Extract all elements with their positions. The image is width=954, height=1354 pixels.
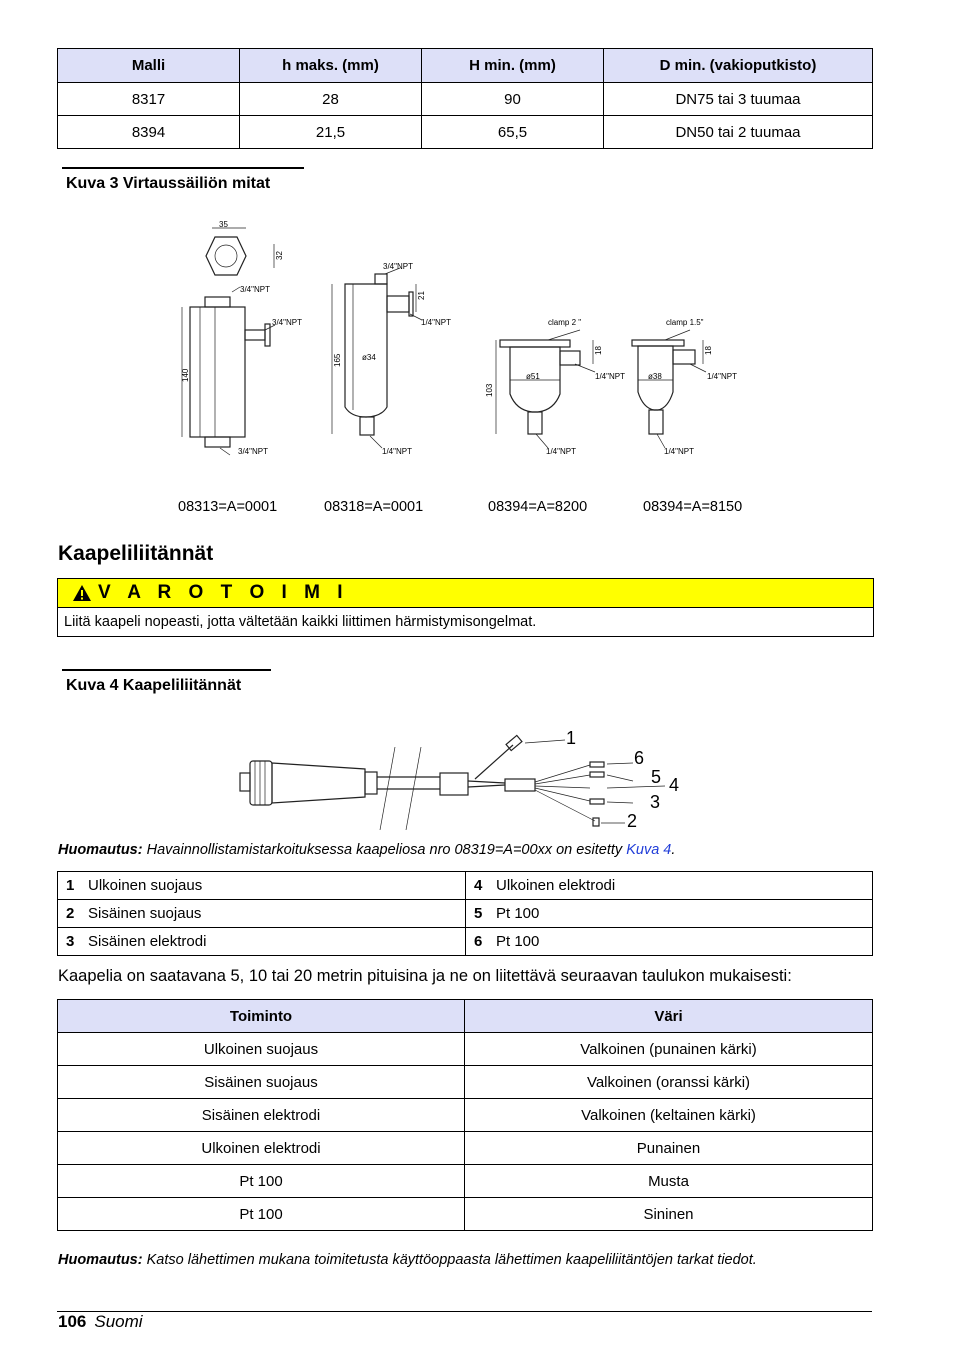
dim-label: 1/4"NPT — [595, 372, 625, 381]
dim-label: 1/4"NPT — [664, 447, 694, 456]
dim-label: ø38 — [648, 372, 662, 381]
part-code: 08394=A=8200 — [488, 499, 588, 515]
dim-label: 1/4"NPT — [382, 447, 412, 456]
table-row — [58, 1198, 873, 1231]
part-code: 08394=A=8150 — [643, 499, 743, 515]
table-row — [58, 1066, 873, 1099]
caution-box — [57, 578, 874, 637]
table-row — [58, 928, 873, 956]
dim-label: 1/4"NPT — [707, 372, 737, 381]
table-cell: 8394 — [58, 116, 240, 149]
col-header: Malli — [58, 49, 240, 83]
table-cell: Pt 100 — [58, 1198, 465, 1231]
legend-cell: 2 Sisäinen suojaus — [58, 900, 466, 928]
figure-link[interactable]: Kuva 4 — [626, 842, 672, 858]
dim-label: 140 — [181, 368, 190, 382]
callout-number: 4 — [669, 775, 680, 795]
note-label: Huomautus: — [58, 1252, 143, 1268]
warning-icon — [72, 584, 92, 602]
color-table — [57, 999, 873, 1231]
callout-number: 6 — [634, 748, 645, 768]
table-cell: Ulkoinen suojaus — [58, 1033, 465, 1066]
dimension-table — [57, 48, 873, 149]
flow-cell-08394-a8150 — [632, 330, 706, 448]
dim-label: ø34 — [362, 353, 376, 362]
table-cell: Valkoinen (keltainen kärki) — [465, 1099, 873, 1132]
legend-cell: 4 Ulkoinen elektrodi — [466, 872, 873, 900]
col-header: Toiminto — [58, 1000, 465, 1033]
table-cell: 21,5 — [240, 116, 422, 149]
dim-label: 3/4"NPT — [383, 262, 413, 271]
note-label: Huomautus: — [58, 842, 143, 858]
table-cell: Pt 100 — [58, 1165, 465, 1198]
flow-cell-08318 — [332, 268, 422, 448]
callout-number: 1 — [566, 728, 577, 748]
cable-drawing — [235, 725, 695, 835]
table-cell: Sisäinen suojaus — [58, 1066, 465, 1099]
table-cell: 90 — [422, 83, 604, 116]
caution-label: V A R O T O I M I — [98, 582, 349, 603]
dim-label: 3/4"NPT — [272, 318, 302, 327]
footer-rule — [57, 1311, 872, 1312]
table-cell: DN50 tai 2 tuumaa — [604, 116, 873, 149]
note-text: Havainnollistamistarkoituksessa kaapeliosa nro 08319=A=00xx on esitetty — [146, 842, 623, 858]
table-row — [58, 1165, 873, 1198]
dim-label: ø51 — [526, 372, 540, 381]
legend-cell: 3 Sisäinen elektrodi — [58, 928, 466, 956]
dim-label: 32 — [275, 251, 284, 260]
col-header: H min. (mm) — [422, 49, 604, 83]
col-header: h maks. (mm) — [240, 49, 422, 83]
table-cell: 65,5 — [422, 116, 604, 149]
dim-label: 3/4"NPT — [238, 447, 268, 456]
table-cell: 8317 — [58, 83, 240, 116]
dim-label: 165 — [333, 353, 342, 367]
dim-label: 1/4"NPT — [421, 318, 451, 327]
table-row — [58, 872, 873, 900]
caution-text: Liitä kaapeli nopeasti, jotta vältetään kaikki liittimen härmistymisongelmat. — [64, 614, 537, 630]
note-text: Katso lähettimen mukana toimitetusta käyttöoppaasta lähettimen kaapeliliitäntöjen tarkat tiedot. — [146, 1252, 757, 1268]
table-row — [58, 900, 873, 928]
page-footer — [58, 1312, 143, 1332]
legend-table — [57, 871, 873, 956]
body-paragraph: Kaapelia on saatavana 5, 10 tai 20 metrin pituisina ja ne on liitettävä seuraavan taulukon mukaisesti: — [58, 967, 792, 985]
table-cell: Valkoinen (punainen kärki) — [465, 1033, 873, 1066]
figure-rule — [62, 669, 271, 671]
callout-number: 2 — [627, 811, 638, 831]
table-row — [58, 116, 873, 149]
part-code: 08318=A=0001 — [324, 499, 424, 515]
table-cell: Sisäinen elektrodi — [58, 1099, 465, 1132]
flow-cell-drawing — [170, 212, 770, 482]
figure3-caption: Kuva 3 Virtaussäiliön mitat — [66, 175, 271, 192]
table-cell: Valkoinen (oranssi kärki) — [465, 1066, 873, 1099]
caution-header — [58, 579, 873, 608]
legend-cell: 5 Pt 100 — [466, 900, 873, 928]
table-cell: Ulkoinen elektrodi — [58, 1132, 465, 1165]
table-cell: Punainen — [465, 1132, 873, 1165]
note-2 — [58, 1252, 757, 1268]
note-end: . — [671, 842, 676, 858]
dim-label: 1/4"NPT — [546, 447, 576, 456]
dim-label: clamp 1.5" — [666, 318, 704, 327]
dim-label: 3/4"NPT — [240, 285, 270, 294]
dim-label: 35 — [219, 220, 228, 229]
part-code: 08313=A=0001 — [178, 499, 278, 515]
table-cell: 28 — [240, 83, 422, 116]
note-1 — [58, 842, 675, 858]
table-cell: Sininen — [465, 1198, 873, 1231]
figure4-caption: Kuva 4 Kaapeliliitännät — [66, 677, 242, 694]
table-cell: Musta — [465, 1165, 873, 1198]
dim-label: 21 — [417, 291, 426, 300]
section-title: Kaapeliliitännät — [58, 542, 214, 565]
legend-cell: 1 Ulkoinen suojaus — [58, 872, 466, 900]
dim-label: 18 — [704, 346, 713, 355]
callout-number: 3 — [650, 792, 661, 812]
page-number: 106 — [58, 1312, 87, 1331]
table-row — [58, 1132, 873, 1165]
flow-cell-08313 — [182, 228, 275, 455]
dim-label: clamp 2 " — [548, 318, 582, 327]
col-header: Väri — [465, 1000, 873, 1033]
col-header: D min. (vakioputkisto) — [604, 49, 873, 83]
callout-number: 5 — [651, 767, 662, 787]
figure-rule — [62, 167, 304, 169]
dim-label: 18 — [594, 346, 603, 355]
legend-cell: 6 Pt 100 — [466, 928, 873, 956]
table-row — [58, 83, 873, 116]
footer-language: Suomi — [94, 1312, 143, 1331]
table-cell: DN75 tai 3 tuumaa — [604, 83, 873, 116]
table-row — [58, 1099, 873, 1132]
table-row — [58, 1033, 873, 1066]
dim-label: 103 — [485, 383, 494, 397]
flow-cell-08394-a8200 — [496, 330, 595, 448]
